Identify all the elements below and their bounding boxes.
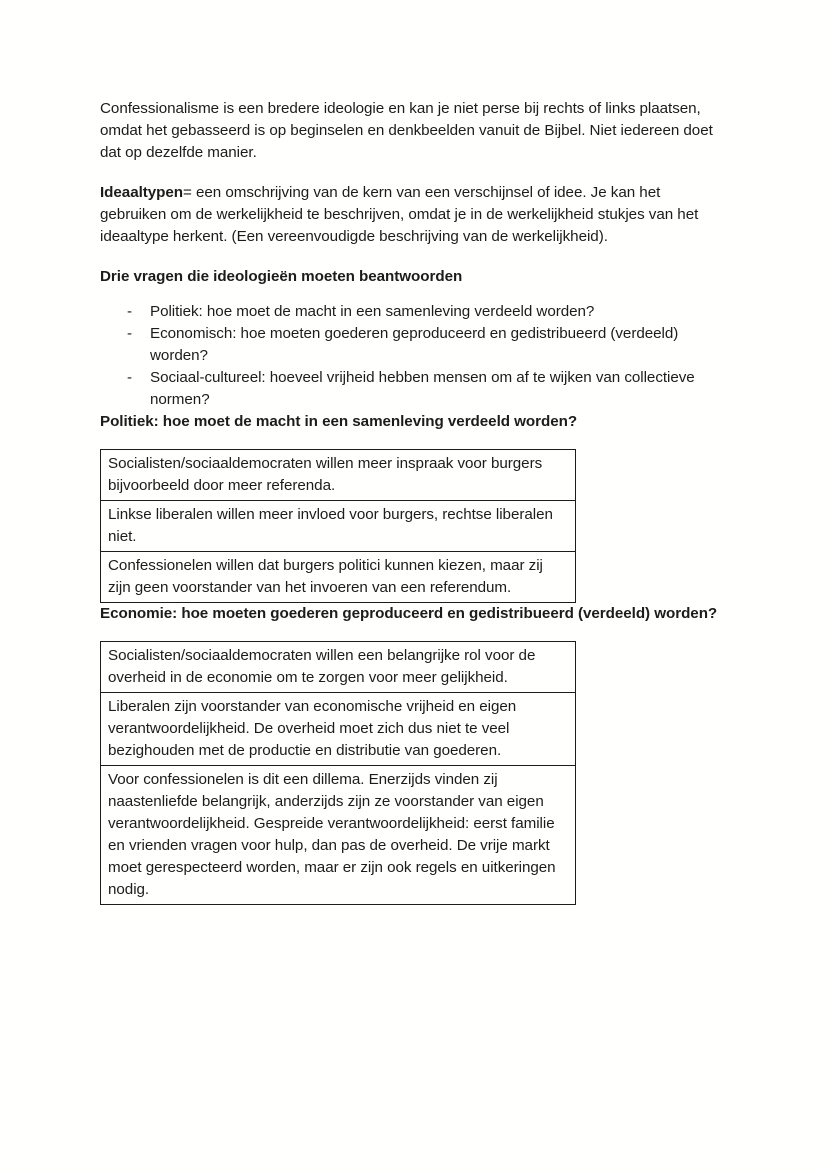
list-item [100, 323, 726, 367]
document-content [100, 98, 726, 905]
economie-table [100, 641, 576, 905]
table-row [101, 766, 576, 905]
list-item-label: Politiek: hoe moet de macht in een samenleving verdeeld worden? [150, 303, 595, 320]
table-cell: Socialisten/sociaaldemocraten willen een belangrijke rol voor de overheid in de economie om te zorgen voor meer gelijkheid. [101, 642, 576, 693]
list-item [100, 301, 726, 323]
drie-vragen-list [100, 301, 726, 411]
heading-politiek: Politiek: hoe moet de macht in een samenleving verdeeld worden? [100, 413, 578, 430]
ideaaltypen-term: Ideaaltypen [100, 184, 184, 201]
table-cell: Confessionelen willen dat burgers politici kunnen kiezen, maar zij zijn geen voorstander van het invoeren van een referendum. [101, 552, 576, 603]
table-cell: Linkse liberalen willen meer invloed voor burgers, rechtse liberalen niet. [101, 501, 576, 552]
dash-marker-icon: - [127, 325, 133, 342]
table-row [101, 501, 576, 552]
table-row [101, 693, 576, 766]
list-item-label: Economisch: hoe moeten goederen geproduceerd en gedistribueerd (verdeeld) worden? [150, 325, 679, 364]
table-row [101, 450, 576, 501]
dash-marker-icon: - [127, 369, 133, 386]
paragraph-confessionalisme: Confessionalisme is een bredere ideologie en kan je niet perse bij rechts of links plaatsen, omdat het gebasseerd is op beginselen en denkbeelden vanuit de Bijbel. Niet iedereen doet dat op dezelfde manier. [100, 100, 713, 161]
table-cell: Socialisten/sociaaldemocraten willen meer inspraak voor burgers bijvoorbeeld door meer referenda. [101, 450, 576, 501]
heading-economie: Economie: hoe moeten goederen geproduceerd en gedistribueerd (verdeeld) worden? [100, 605, 718, 622]
paragraph-ideaaltypen [100, 182, 726, 248]
politiek-table [100, 449, 576, 603]
list-item-label: Sociaal-cultureel: hoeveel vrijheid hebben mensen om af te wijken van collectieve normen? [150, 369, 695, 408]
table-row [101, 552, 576, 603]
list-item [100, 367, 726, 411]
dash-marker-icon: - [127, 303, 133, 320]
heading-drie-vragen: Drie vragen die ideologieën moeten beantwoorden [100, 268, 463, 285]
ideaaltypen-definition: = een omschrijving van de kern van een verschijnsel of idee. Je kan het gebruiken om de werkelijkheid te beschrijven, omdat je in de werkelijkheid stukjes van het ideaaltype herkent. (Een vereenvoudigde beschrijving van de werkelijkheid). [100, 184, 699, 245]
table-row [101, 642, 576, 693]
table-cell: Liberalen zijn voorstander van economische vrijheid en eigen verantwoordelijkheid. De overheid moet zich dus niet te veel bezighouden met de productie en distributie van goederen. [101, 693, 576, 766]
table-cell: Voor confessionelen is dit een dillema. Enerzijds vinden zij naastenliefde belangrijk, anderzijds zijn ze voorstander van eigen verantwoordelijkheid. Gespreide verantwoordelijkheid: eerst familie en vrienden vragen voor hulp, dan pas de overheid. De vrije markt moet gerespecteerd worden, maar er zijn ook regels en uitkeringen nodig. [101, 766, 576, 905]
